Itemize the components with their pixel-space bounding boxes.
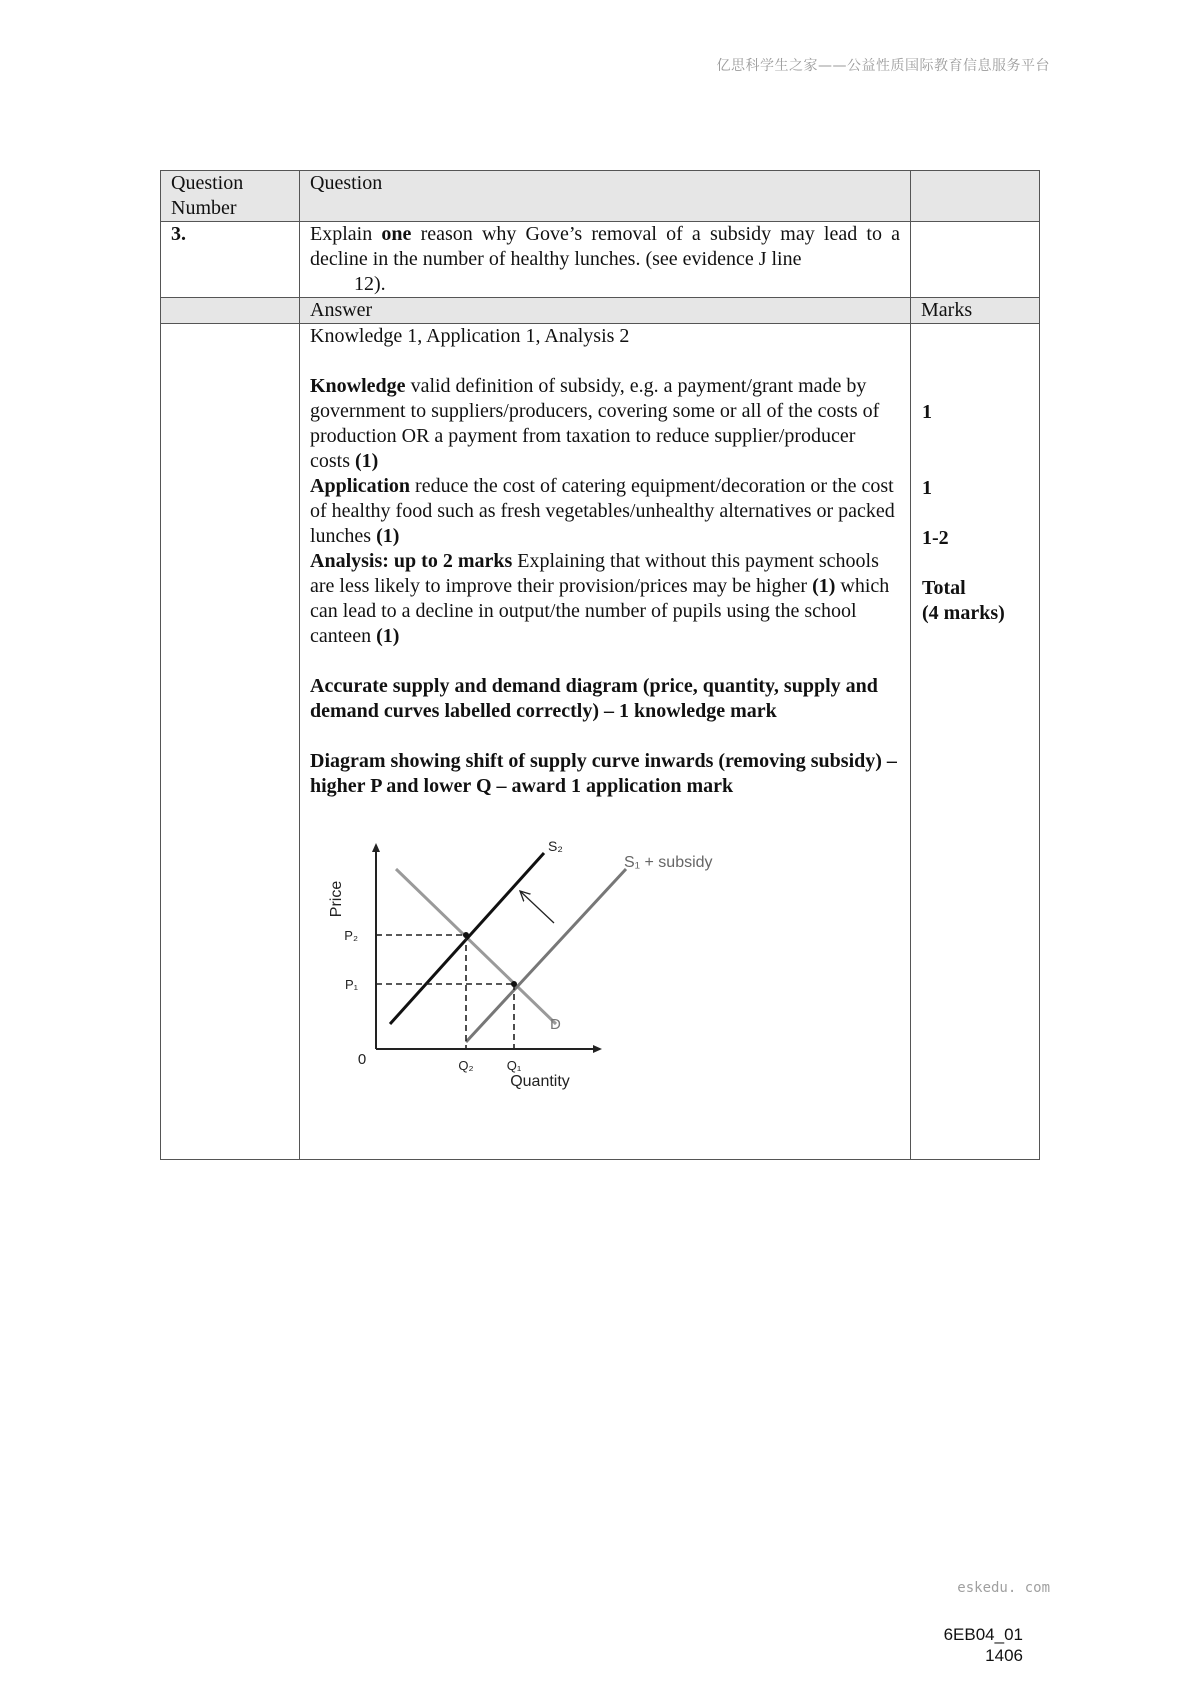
analysis-text-2: which can lead to a decline in output/the number of pupils using the school canteen	[310, 575, 890, 647]
answer-number-blank	[161, 324, 300, 1160]
marks-column	[911, 324, 1040, 1160]
diagram-note-knowledge: Accurate supply and demand diagram (price, quantity, supply and demand curves labelled correctly) – 1 knowledge mark	[310, 675, 878, 722]
page-footer	[860, 1624, 1023, 1666]
table-header-row	[161, 171, 1040, 222]
application-mark: (1)	[376, 525, 400, 547]
x-tick-q1: Q₁	[506, 1058, 522, 1073]
equilibrium-point-s2	[463, 932, 469, 938]
answer-summary: Knowledge 1, Application 1, Analysis 2	[310, 325, 630, 347]
watermark-bottom: eskedu. com	[957, 1580, 1050, 1596]
supply-demand-svg	[318, 829, 748, 1099]
mark-application: 1	[922, 477, 932, 499]
mark-analysis: 1-2	[922, 527, 949, 549]
question-row	[161, 222, 1040, 298]
mark-total-value: (4 marks)	[922, 602, 1005, 624]
equilibrium-point-s1	[511, 981, 517, 987]
question-text	[300, 222, 911, 298]
answer-header-blank	[161, 298, 300, 324]
question-number-header-line2: Number	[171, 197, 237, 219]
mark-scheme-table	[160, 170, 1040, 1160]
demand-curve	[396, 869, 556, 1024]
diagram-note-application: Diagram showing shift of supply curve inwards (removing subsidy) – higher P and lower Q – award 1 application mark	[310, 750, 897, 797]
answer-header-row	[161, 298, 1040, 324]
knowledge-mark: (1)	[355, 450, 379, 472]
knowledge-text: valid definition of subsidy, e.g. a payment/grant made by government to suppliers/producers, covering some or all of the costs of production OR a payment from taxation to reduce supplier/producer costs	[310, 375, 880, 472]
supply-curve-s2	[390, 853, 544, 1024]
question-text-tail: 12).	[354, 273, 386, 295]
application-label: Application	[310, 475, 411, 497]
mark-knowledge: 1	[922, 401, 932, 423]
series-label-s2: S₂	[548, 838, 563, 854]
y-tick-p2: P₂	[344, 928, 358, 943]
answer-row	[161, 324, 1040, 1160]
question-marks-blank	[911, 222, 1040, 298]
analysis-paragraph	[310, 549, 900, 649]
page-number: 1406	[985, 1646, 1023, 1665]
origin-label: 0	[357, 1051, 367, 1068]
x-axis-label: Quantity	[510, 1073, 570, 1090]
mark-total-label: Total	[922, 577, 966, 599]
y-tick-p1: P₁	[344, 977, 358, 992]
question-number-header	[161, 171, 300, 222]
series-label-d: D	[550, 1016, 561, 1033]
x-tick-q2: Q₂	[458, 1058, 474, 1073]
marks-header: Marks	[911, 298, 1040, 324]
question-header: Question	[300, 171, 911, 222]
paper-code: 6EB04_01	[943, 1625, 1023, 1644]
analysis-mark-1: (1)	[812, 575, 836, 597]
question-number: 3.	[161, 222, 300, 298]
analysis-text-1: Explaining that without this payment schools are less likely to improve their provision/prices may be higher	[310, 550, 879, 597]
analysis-label: Analysis: up to 2 marks	[310, 550, 513, 572]
application-text: reduce the cost of catering equipment/decoration or the cost of healthy food such as fresh vegetables/unhealthy alternatives or packed lunches	[310, 475, 895, 547]
answer-header: Answer	[300, 298, 911, 324]
series-label-s1-subsidy: S₁ + subsidy	[624, 854, 713, 871]
shift-arrow	[520, 891, 554, 923]
question-text-post: reason why Gove’s removal of a subsidy may lead to a decline in the number of healthy lunches. (see evidence J line	[310, 223, 900, 270]
y-axis-label: Price	[328, 880, 345, 918]
marks-header-blank	[911, 171, 1040, 222]
question-text-bold: one	[381, 223, 412, 245]
application-paragraph	[310, 474, 900, 549]
answer-content	[300, 324, 911, 1160]
knowledge-label: Knowledge	[310, 375, 406, 397]
supply-demand-diagram	[318, 829, 748, 1099]
knowledge-paragraph	[310, 374, 900, 474]
question-text-pre: Explain	[310, 223, 382, 245]
question-number-header-line1: Question	[171, 172, 244, 194]
watermark-top: 亿思科学生之家——公益性质国际教育信息服务平台	[716, 58, 1050, 74]
analysis-mark-2: (1)	[376, 625, 400, 647]
